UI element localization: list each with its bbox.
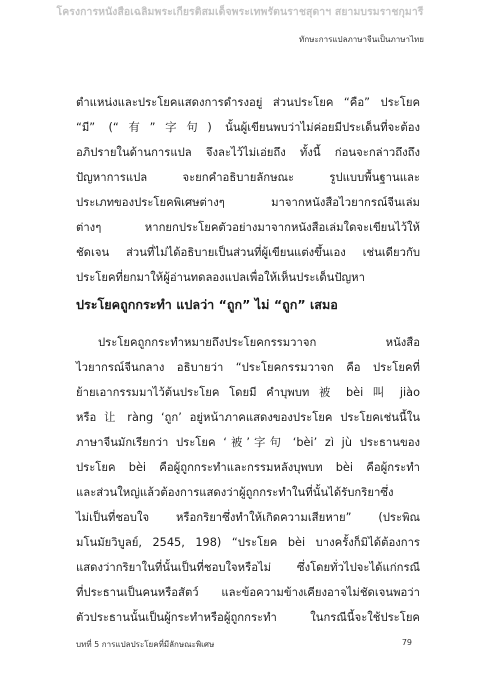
text-line: ย้ายเอากรรมมาไว้ต้นประโยค โดยมี คำบุพบท 被 bèi 叫 jiào bbox=[76, 386, 420, 399]
text-line: ประเภทของประโยคพิเศษต่างๆ มาจากหนังสือไวยากรณ์จีนเล่ม bbox=[76, 196, 420, 209]
series-banner: โครงการหนังสือเฉลิมพระเกียรติสมเด็จพระเทพรัตนราชสุดาฯ สยามบรมราชกุมารี bbox=[56, 6, 424, 18]
text-line: ปัญหาการแปล จะยกคำอธิบายลักษณะ รูปแบบพื้นฐานและ bbox=[76, 171, 420, 184]
paragraph-2 bbox=[76, 330, 420, 630]
running-head: ทักษะการแปลภาษาจีนเป็นภาษาไทย bbox=[299, 35, 424, 44]
section-heading: ประโยคถูกกระทำ แปลว่า “ถูก” ไม่ “ถูก” เสมอ bbox=[76, 297, 338, 312]
text-line: อภิปรายในด้านการแปล จึงละไว้ไม่เอ่ยถึง ทั้งนี้ ก่อนจะกล่าวถึงถึง bbox=[76, 146, 420, 159]
text-line: ตัวประธานนั้นเป็นผู้กระทำหรือผู้ถูกกระทำ ในกรณีนี้จะใช้ประโยค bbox=[76, 611, 420, 624]
text-line: ที่ประธานเป็นคนหรือสัตว์ และข้อความข้างเคียงอาจไม่ชัดเจนพอว่า bbox=[76, 586, 420, 599]
footer-chapter-title: บทที่ 5 การแปลประโยคที่มีลักษณะพิเศษ bbox=[76, 640, 215, 649]
text-line: “มี” (“有”字句) นั้นผู้เขียนพบว่าไม่ค่อยมีประเด็นที่จะต้อง bbox=[76, 121, 420, 134]
text-line: ประโยค bèi คือผู้ถูกกระทำและกรรมหลังบุพบท bèi คือผู้กระทำ bbox=[76, 461, 420, 474]
text-line: ตำแหน่งและประโยคแสดงการดำรงอยู่ ส่วนประโยค “คือ” ประโยค bbox=[76, 96, 420, 109]
text-line: และส่วนใหญ่แล้วต้องการแสดงว่าผู้ถูกกระทำในที่นั้นได้รับกริยาซึ่ง bbox=[76, 486, 394, 499]
text-line: ไวยากรณ์จีนกลาง อธิบายว่า “ประโยคกรรมวาจก คือ ประโยคที่ bbox=[76, 361, 420, 374]
text-line: แสดงว่ากริยาในที่นั้นเป็นที่ชอบใจหรือไม่ ซึ่งโดยทั่วไปจะได้แก่กรณี bbox=[76, 561, 420, 574]
text-line: หรือ 让 ràng ‘ถูก’ อยู่หน้าภาคแสดงของประโยค ประโยคเช่นนี้ใน bbox=[76, 411, 420, 424]
text-line: มโนมัยวิบูลย์, 2545, 198) “ประโยค bèi บางครั้งก็มิได้ต้องการ bbox=[76, 536, 420, 549]
text-line: ประโยคถูกกระทำหมายถึงประโยคกรรมวาจก หนังสือ bbox=[98, 336, 420, 349]
text-line: ไม่เป็นที่ชอบใจ หรือกริยาซึ่งทำให้เกิดความเสียหาย” (ประพิณ bbox=[76, 511, 420, 524]
text-line: ชัดเจน ส่วนที่ไม่ได้อธิบายเป็นส่วนที่ผู้เขียนแต่งขึ้นเอง เช่นเดียวกับ bbox=[76, 246, 420, 259]
text-line: ประโยคที่ยกมาให้ผู้อ่านทดลองแปลเพื่อให้เห็นประเด็นปัญหา bbox=[76, 271, 365, 284]
text-line: ต่างๆ หากยกประโยคตัวอย่างมาจากหนังสือเล่มใดจะเขียนไว้ให้ bbox=[76, 221, 420, 234]
page-number: 79 bbox=[401, 638, 412, 647]
paragraph-1 bbox=[76, 90, 420, 290]
text-line: ภาษาจีนมักเรียกว่า ประโยค ‘被’字句 ‘bèi’ zì jù ประธานของ bbox=[76, 436, 420, 449]
